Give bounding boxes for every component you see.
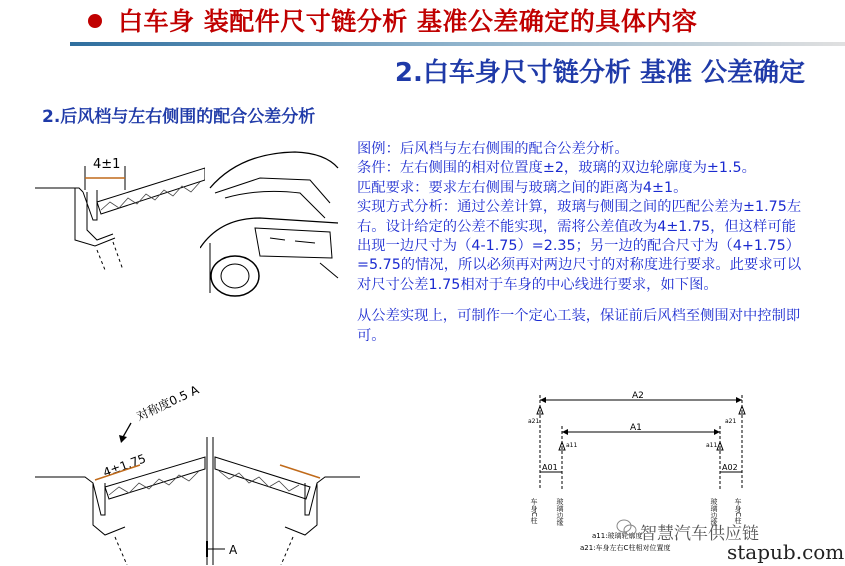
flange xyxy=(35,188,83,192)
condition-text: 条件：左右侧围的相对位置度±2，玻璃的双边轮廓度为±1.5。 xyxy=(357,160,756,177)
dim-label: 4±1 xyxy=(93,157,121,172)
title-divider xyxy=(70,42,845,46)
a01-label: A01 xyxy=(542,463,558,472)
body-left-label: 车身C柱 xyxy=(530,498,538,524)
requirement-text: 匹配要求：要求左右侧围与玻璃之间的距离为4±1。 xyxy=(357,179,688,196)
a21-right-label: a21 xyxy=(725,418,737,425)
car-rear-illustration xyxy=(200,148,340,298)
wechat-watermark: 智慧汽车供应链 xyxy=(640,524,759,544)
a11-left-label: a11 xyxy=(566,442,578,449)
a11-right-label: a11 xyxy=(706,442,718,449)
datum-label: A xyxy=(229,543,238,557)
a02-label: A02 xyxy=(722,463,738,472)
symmetry-label: 对称度0.5 A xyxy=(134,382,202,424)
implementation-text: 从公差实现上，可制作一个定心工装，保证前后风档至侧围对中控制即可。 xyxy=(357,308,801,344)
a21-left-label: a21 xyxy=(528,418,540,425)
body-right-label: 车身C柱 xyxy=(734,498,742,524)
top-section-diagram xyxy=(35,150,205,270)
description xyxy=(357,140,802,346)
wechat-icon xyxy=(616,518,638,538)
wheel xyxy=(211,256,259,296)
page-subtitle: 2.白车身尺寸链分析 基准 公差确定 xyxy=(394,58,805,88)
glass-right xyxy=(215,457,310,499)
note-a21: a21:车身左右C柱相对位置度 xyxy=(580,544,671,552)
note-a11: a11:玻璃轮廓度 xyxy=(592,532,643,540)
dim-label: 4±1.75 xyxy=(101,451,148,480)
legend-text: 图例：后风档与左右侧围的配合公差分析。 xyxy=(357,141,629,157)
title-bullet xyxy=(88,14,102,28)
site-watermark: stapub.com xyxy=(727,540,845,564)
analysis-text: 实现方式分析：通过公差计算，玻璃与侧围之间的匹配公差为±1.75左右。设计给定的公差不能实现，需将公差值改为4±1.75，但这样可能出现一边尺寸为（4-1.75）=2.35；另一边的配合尺寸为（4+1.75）=5.75的情况，所以必须再对两边尺寸的对称度进行要求。此要求可以对尺寸公差1.75相对于车身的中心线进行要求，如下图。 xyxy=(357,199,802,293)
a2-label: A2 xyxy=(632,391,644,401)
glass-right-label: 玻璃边缘 xyxy=(710,498,718,526)
bottom-section-diagram xyxy=(35,365,360,565)
page-title: 白车身 装配件尺寸链分析 基准公差确定的具体内容 xyxy=(118,7,698,36)
glass-left-label: 玻璃边缘 xyxy=(556,498,564,526)
section-heading: 2.后风档与左右侧围的配合公差分析 xyxy=(42,107,316,127)
a1-label: A1 xyxy=(630,423,642,433)
